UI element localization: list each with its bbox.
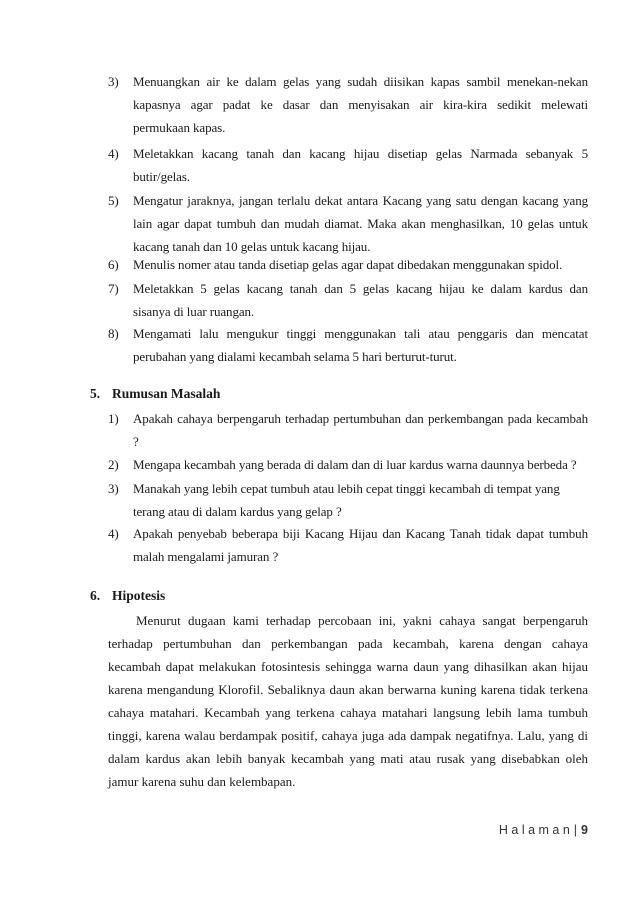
list-line: ? — [133, 434, 139, 449]
list-number: 2) — [108, 457, 119, 472]
list-line: lain agar dapat tumbuh dan mudah diamat. Maka akan menghasilkan, 10 gelas untuk — [133, 216, 588, 231]
list-line: Apakah penyebab beberapa biji Kacang Hijau dan Kacang Tanah tidak dapat tumbuh — [133, 526, 588, 541]
list-number: 1) — [108, 411, 119, 426]
paragraph-line: tinggi, karena walau berdampak positif, cahaya juga ada dampak negatifnya. Lalu, yang di — [108, 728, 588, 743]
list-line: perubahan yang dialami kecambah selama 5 hari berturut-turut. — [133, 349, 457, 364]
list-number: 3) — [108, 481, 119, 496]
page-footer — [499, 823, 588, 837]
paragraph-line: Menurut dugaan kami terhadap percobaan ini, yakni cahaya sangat berpengaruh — [136, 613, 588, 628]
list-number: 7) — [108, 281, 119, 296]
list-line: Menulis nomer atau tanda disetiap gelas agar dapat dibedakan menggunakan spidol. — [133, 257, 563, 272]
list-line: Mengapa kecambah yang berada di dalam dan di luar kardus warna daunnya berbeda ? — [133, 457, 577, 472]
list-line: Menuangkan air ke dalam gelas yang sudah diisikan kapas sambil menekan-nekan — [133, 74, 588, 89]
section-number: 5. — [90, 386, 101, 401]
list-number: 8) — [108, 326, 119, 341]
footer-label: H a l a m a n — [498, 823, 570, 837]
section-number: 6. — [90, 588, 101, 603]
paragraph-line: karena mengandung Klorofil. Sebaliknya daun akan berwarna kuning karena tidak terkena — [108, 682, 588, 697]
list-line: Mengamati lalu mengukur tinggi menggunakan tali atau penggaris dan mencatat — [133, 326, 588, 341]
list-number: 6) — [108, 257, 119, 272]
list-line: Meletakkan 5 gelas kacang tanah dan 5 gelas kacang hijau ke dalam kardus dan — [133, 281, 588, 296]
section-title: Hipotesis — [112, 588, 166, 603]
paragraph-line: dalam kardus akan lebih banyak kecambah yang mati atau rusak yang disebabkan oleh — [108, 751, 588, 766]
paragraph-line: kecambah dapat melakukan fotosintesis sehingga warna daun yang dihasilkan akan hijau — [108, 659, 588, 674]
page-number: 9 — [581, 823, 588, 837]
hypothesis-paragraph — [108, 609, 588, 793]
list-line: sisanya di luar ruangan. — [133, 304, 255, 319]
list-number: 4) — [108, 146, 119, 161]
list-number: 5) — [108, 193, 119, 208]
list-line: Meletakkan kacang tanah dan kacang hijau disetiap gelas Narmada sebanyak 5 — [133, 146, 588, 161]
section-title: Rumusan Masalah — [112, 386, 221, 401]
list-line: butir/gelas. — [133, 169, 190, 184]
footer-separator: | — [573, 823, 578, 837]
list-line: Manakah yang lebih cepat tumbuh atau lebih cepat tinggi kecambah di tempat yang — [133, 481, 560, 496]
list-line: kacang tanah dan 10 gelas untuk kacang hijau. — [133, 239, 371, 254]
paragraph-line: cahaya matahari. Kecambah yang terkena cahaya matahari langsung lebih lama tumbuh — [108, 705, 588, 720]
paragraph-line: terhadap pertumbuhan dan perkembangan pada kecambah, karena dengan cahaya — [108, 636, 588, 651]
list-line: Apakah cahaya berpengaruh terhadap pertumbuhan dan perkembangan pada kecambah — [133, 411, 588, 426]
list-line: kapasnya agar padat ke dasar dan menyisakan air kira-kira sedikit melewati — [133, 97, 588, 112]
list-line: Mengatur jaraknya, jangan terlalu dekat antara Kacang yang satu dengan kacang yang — [133, 193, 588, 208]
paragraph-line: jamur karena suhu dan kelembapan. — [108, 774, 296, 789]
list-line: permukaan kapas. — [133, 120, 226, 135]
list-line: malah mengalami jamuran ? — [133, 549, 279, 564]
list-number: 4) — [108, 526, 119, 541]
list-line: terang atau di dalam kardus yang gelap ? — [133, 504, 342, 519]
list-number: 3) — [108, 74, 119, 89]
